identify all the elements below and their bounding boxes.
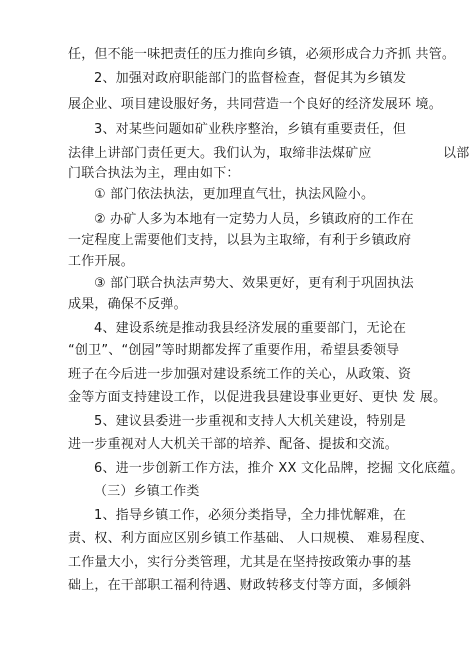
text-line: 工作量大小，实行分类管理，尤其是在坚持按政策办事的基	[68, 555, 412, 570]
text-line: 工作开展。	[68, 254, 135, 269]
text-line: 法律上讲部门责任更大。我们认为，取缔非法煤矿应	[68, 146, 372, 161]
text-line: 4、建设系统是推动我县经济发展的重要部门，无论在	[94, 321, 407, 336]
text-line: 础上，在干部职工福利待遇、财政转移支付等方面，多倾斜	[68, 578, 412, 593]
text-line: 责、权、利方面应区别乡镇工作基础、 人口规模、 难易程度、	[68, 531, 434, 546]
text-line: 1、指导乡镇工作，必须分类指导，全力排忧解难，在	[94, 508, 407, 523]
text-line: 展企业、项目建设服好务，共同营造一个良好的经济发展环 境。	[68, 97, 442, 112]
text-line: ③ 部门联合执法声势大、效果更好，更有利于巩固执法	[94, 276, 414, 291]
margin-text: 以部	[443, 146, 470, 161]
text-line: 5、建议县委进一步重视和支持人大机关建设，特别是	[94, 414, 407, 429]
text-line: 2、加强对政府职能部门的监督检查，督促其为乡镇发	[94, 71, 407, 86]
section-heading: （三）乡镇工作类	[94, 484, 200, 499]
text-line: “创卫”、“创园”等时期都发挥了重要作用，希望县委领导	[68, 343, 400, 358]
text-line: 门联合执法为主，理由如下：	[68, 166, 240, 181]
text-line: ② 办矿人多为本地有一定势力人员，乡镇政府的工作在	[94, 212, 414, 227]
text-line: 6、进一步创新工作方法，推介 XX 文化品牌，挖掘 文化底蕴。	[94, 461, 464, 476]
text-line: 任，但不能一味把责任的压力推向乡镇，必须形成合力齐抓 共管。	[68, 47, 456, 62]
text-line: ① 部门依法执法，更加理直气壮，执法风险小。	[94, 187, 375, 202]
text-line: 进一步重视对人大机关干部的培养、配备、提拔和交流。	[68, 437, 399, 452]
text-line: 一定程度上需要他们支持，以县为主取缔，有利于乡镇政府	[68, 233, 412, 248]
text-line: 成果，确保不反弹。	[68, 297, 187, 312]
text-line: 3、对某些问题如矿业秩序整治，乡镇有重要责任，但	[94, 122, 407, 137]
text-line: 班子在今后进一步加强对建设系统工作的关心，从政策、资	[68, 367, 412, 382]
text-line: 金等方面支持建设工作，以促进我县建设事业更好、更快 发 展。	[68, 390, 447, 405]
